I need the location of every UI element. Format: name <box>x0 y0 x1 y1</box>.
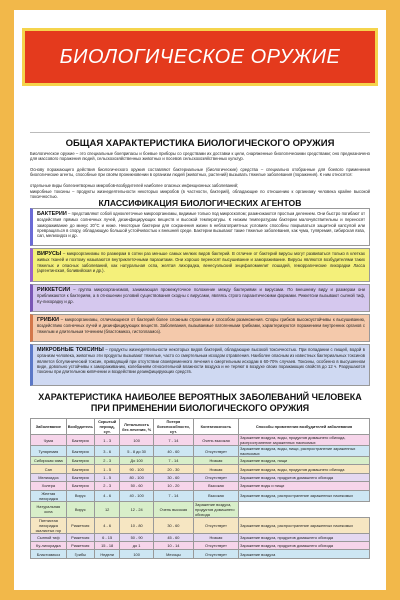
agent-description: – продукты жизнедеятельности некоторых видов бактерий, обладающие высокой токсичностью. При попадании с пищей, водой в организм человека, животных эти продукты вызывают тяжелые, часто со смертельным исходом отравления. Наиболее опасным из известных бактериальных токсинов является ботулинический токсин, приводящий при отсутствии своевременного лечения к смертельным исходам в 60-70% случаев. Токсины, особенно в высушенном виде, довольно устойчивы к замораживанию, колебаниям относительной влажности воздуха и не теряют в воздухе своих поражающих свойств до 12 ч. Разрушаются токсины при длительном кипячении и воздействии дезинфицирующих средств. <box>37 347 365 375</box>
table-cell: Сибирская язва <box>31 457 67 465</box>
table-cell: Пятнистая лихорадка скалистых гор <box>31 517 67 533</box>
table-cell: 100 <box>120 435 153 446</box>
table-cell: 40 - 60 <box>153 446 193 457</box>
table-cell: Низкая <box>193 457 238 465</box>
general-paragraph-1: Биологическое оружие – это специальные боеприпасы и боевые приборы со средствами их доставки к цели, снаряженные биологическими средствами; оно предназначено для массового поражения людей, сельскохозяйственных животных и посевов сельскохозяйственных культур. <box>30 151 370 162</box>
table-row <box>31 465 370 473</box>
table-cell: 7 - 14 <box>153 457 193 465</box>
table-cell: Высокая <box>193 482 238 490</box>
table-cell: Низкая <box>193 465 238 473</box>
table-cell: 2 - 3 <box>94 482 120 490</box>
table-cell: Желтая лихорадка <box>31 490 67 501</box>
divider <box>30 132 370 133</box>
table-cell: Отсутствует <box>193 517 238 533</box>
column-header: Заболевание <box>31 419 67 435</box>
agent-name: ГРИБКИ <box>37 317 60 323</box>
table-cell: 90 - 100 <box>120 465 153 473</box>
table-cell: 3 - 6 <box>94 446 120 457</box>
table-cell: 7 - 14 <box>153 490 193 501</box>
table-cell: Заражение воздуха, распространение зараженных насекомых <box>239 490 370 501</box>
table-cell: Отсутствует <box>193 446 238 457</box>
table-cell: Заражение воздуха, продуктов домашнего обихода <box>239 473 370 481</box>
table-cell: 100 <box>120 550 153 558</box>
table-heading-line-1: ХАРАКТЕРИСТИКА НАИБОЛЕЕ ВЕРОЯТНЫХ ЗАБОЛЕВАНИЙ ЧЕЛОВЕКА <box>38 392 362 402</box>
table-cell: Бактерия <box>66 435 94 446</box>
column-header: Контагиозность <box>193 419 238 435</box>
table-cell: 30 - 60 <box>153 517 193 533</box>
table-row <box>31 517 370 533</box>
table-cell: 10 - 20 <box>153 482 193 490</box>
general-paragraph-3: отдельные виды болезнетворных микробов-возбудителей наиболее опасных инфекционных заболеваний; <box>30 183 239 188</box>
agent-box-viruses <box>30 248 370 282</box>
column-header: Потеря боеспособности, сут. <box>153 419 193 435</box>
table-cell: Заражение воздуха, продуктов домашнего обихода <box>239 533 370 541</box>
table-cell: Бактерия <box>66 457 94 465</box>
table-cell: 20 - 30 <box>153 465 193 473</box>
page-title: БИОЛОГИЧЕСКОЕ ОРУЖИЕ <box>59 45 341 68</box>
table-cell: 30 - 60 <box>153 473 193 481</box>
agent-description: – представляют собой одноклеточные микроорганизмы, видимые только под микроскопом; размножаются простым делением. Они быстро погибают от воздействия прямых солнечных лучей, дезинфицирующих веществ и высокой температуры. К низким температурам бактерии малочувствительны и переносят замораживание до минус 20°С и ниже. Некоторые бактерии для сохранения жизни в неблагоприятных условиях способны покрываться защитной капсулой или превращаться в спору, обладающую большой устойчивостью к внешней среде. Бактерии вызывают такие тяжелые заболевания, как чума, туляремия, сибирская язва, сап, мелиоидоз и др. <box>37 211 365 239</box>
table-cell: Риккетсия <box>66 517 94 533</box>
table-cell: Туляремия <box>31 446 67 457</box>
table-header-row <box>31 419 370 435</box>
table-cell: Месяцы <box>153 550 193 558</box>
table-cell: 1 - 3 <box>94 435 120 446</box>
table-cell: Очень высокая <box>153 501 193 517</box>
table-row <box>31 541 370 549</box>
table-cell: Риккетсия <box>66 533 94 541</box>
table-cell: До 100 <box>120 457 153 465</box>
table-cell: Очень высокая <box>193 435 238 446</box>
table-cell: Бактерия <box>66 482 94 490</box>
table-row <box>31 533 370 541</box>
agent-box-fungi <box>30 314 370 342</box>
agent-name: РИККЕТСИИ <box>37 287 71 293</box>
table-cell: Вирус <box>66 501 94 517</box>
table-cell: Холера <box>31 482 67 490</box>
table-cell: Заражение воздуха, распространение зараженных насекомых <box>239 517 370 533</box>
table-cell: 15 - 18 <box>94 541 120 549</box>
table-cell: Заражение воздуха <box>239 550 370 558</box>
table-cell: 6 - 15 <box>94 533 120 541</box>
table-cell: Заражение воды и пищи <box>239 482 370 490</box>
table-row <box>31 435 370 446</box>
table-cell: 10 - 80 <box>120 517 153 533</box>
table-body <box>31 435 370 559</box>
table-cell: 5 - 8 до 30 <box>120 446 153 457</box>
table-cell: Риккетсия <box>66 541 94 549</box>
table-row <box>31 473 370 481</box>
table-cell: Вирус <box>66 490 94 501</box>
table-cell: до 1 <box>120 541 153 549</box>
table-cell: Сап <box>31 465 67 473</box>
table-cell: Заражение воздуха, продуктов домашнего обихода <box>239 541 370 549</box>
table-cell: 10 - 14 <box>153 541 193 549</box>
classification-heading: КЛАССИФИКАЦИЯ БИОЛОГИЧЕСКИХ АГЕНТОВ <box>98 198 302 208</box>
table-row <box>31 482 370 490</box>
table-cell: Отсутствует <box>193 550 238 558</box>
diseases-table <box>30 418 370 559</box>
agent-name: МИКРОБНЫЕ ТОКСИНЫ <box>37 347 104 353</box>
table-cell: 7 - 14 <box>153 435 193 446</box>
general-heading: ОБЩАЯ ХАРАКТЕРИСТИКА БИОЛОГИЧЕСКОГО ОРУЖИЯ <box>65 138 335 149</box>
table-cell: Заражение воздуха, воды, пищи, распространение зараженных насекомых <box>239 446 370 457</box>
agent-description: – группа микроорганизмов, занимающая промежуточное положение между бактериями и вирусами. По внешнему виду и размерам они приближаются к бактериям, а в отношении условий существования сходны с вирусами, являясь строго паразитическими формами. Риккетсии вызывают сыпной тиф, Ку-лихорадку и др. <box>37 287 365 304</box>
table-cell: Бактерия <box>66 473 94 481</box>
table-cell: Недели <box>94 550 120 558</box>
table-row <box>31 446 370 457</box>
table-cell: 2 - 3 <box>94 457 120 465</box>
table-cell: Мелиоидоз <box>31 473 67 481</box>
table-cell: Низкая <box>193 533 238 541</box>
table-cell: 12 <box>94 501 120 517</box>
table-cell: Бластомикоз <box>31 550 67 558</box>
table-cell: Высокая <box>193 490 238 501</box>
table-cell: Бактерия <box>66 465 94 473</box>
table-cell: 1 - 5 <box>94 465 120 473</box>
agent-box-rickettsiae <box>30 284 370 312</box>
agent-description: – микроорганизмы, отличающиеся от бактерий более сложным строением и способом размножения. Споры грибков высокоустойчивы к высушиванию, воздействию солнечных лучей и дезинфицирующих веществ. Заболевания, вызываемые патогенными грибками, характеризуются поражением внутренних органов с тяжелым и длительным течением (бластомикоз, гистоплазмоз). <box>37 317 365 334</box>
column-header: Летальность без лечения, % <box>120 419 153 435</box>
table-cell: 50 - 90 <box>120 533 153 541</box>
table-cell: 1 - 5 <box>94 473 120 481</box>
table-cell: Грибы <box>66 550 94 558</box>
general-paragraph-2: Основу поражающего действия биологического оружия составляют бактериальные (биологические) средства – специально отобранные для боевого применения биологические агенты, способные при своём проникновении в организм людей (животных, растений) вызывать тяжелые заболевания (поражения). К ним относятся: <box>30 167 370 178</box>
column-header: Скрытый период, сут. <box>94 419 120 435</box>
table-row <box>31 490 370 501</box>
table-cell: Сыпной тиф <box>31 533 67 541</box>
table-cell: Чума <box>31 435 67 446</box>
table-cell: Заражение воздуха, пищи <box>239 457 370 465</box>
table-cell: 80 - 100 <box>120 473 153 481</box>
general-paragraph-4: микробные токсины – продукты жизнедеятельности некоторых микробов (в частности, бактерий), обладающие по отношению к организму человека крайне высокой токсичностью. <box>30 189 370 200</box>
table-cell: 4 - 6 <box>94 490 120 501</box>
table-cell: Отсутствует <box>193 473 238 481</box>
column-header: Возбудитель <box>66 419 94 435</box>
table-cell: Отсутствует <box>193 541 238 549</box>
table-cell: Заражение воздуха, продуктов домашнего обихода <box>193 501 238 517</box>
column-header: Способы применения возбудителей заболевания <box>239 419 370 435</box>
table-cell: Ку-лихорадка <box>31 541 67 549</box>
agent-box-toxins <box>30 344 370 386</box>
table-cell: 50 - 60 <box>120 482 153 490</box>
table-cell: 40 - 100 <box>120 490 153 501</box>
table-heading-line-2: ПРИ ПРИМЕНЕНИИ БИОЛОГИЧЕСКОГО ОРУЖИЯ <box>90 403 310 413</box>
table-cell: 45 - 60 <box>153 533 193 541</box>
title-banner <box>22 28 378 86</box>
table-row <box>31 501 370 517</box>
agent-description: – микроорганизмы по размерам в сотни раз меньше самых мелких видов бактерий. В отличие от бактерий вирусы могут развиваться только в клетках живых тканей и поэтому называются внутриклеточными паразитами. Они хорошо переносят высушивание и замораживание. Вирусы являются возбудителями таких тяжелых и опасных заболеваний, как натуральная оспа, желтая лихорадка, венесуэльский энцефаломиелит лошадей, геморрагические лихорадки Ласса (аргентинская, боливийская и др.). <box>37 251 365 273</box>
table-row <box>31 457 370 465</box>
table-cell: Натуральная оспа <box>31 501 67 517</box>
table-row <box>31 550 370 558</box>
table-cell: Заражение воздуха, воды, продуктов домашнего обихода, распространение зараженных насекомых <box>239 435 370 446</box>
table-cell: Заражение воздуха, воды, продуктов домашнего обихода <box>239 465 370 473</box>
agent-name: ВИРУСЫ <box>37 251 62 257</box>
agent-name: БАКТЕРИИ <box>37 211 67 217</box>
agent-box-bacteria <box>30 208 370 246</box>
table-cell: 12 - 24 <box>120 501 153 517</box>
table-cell: 4 - 6 <box>94 517 120 533</box>
table-cell: Бактерия <box>66 446 94 457</box>
